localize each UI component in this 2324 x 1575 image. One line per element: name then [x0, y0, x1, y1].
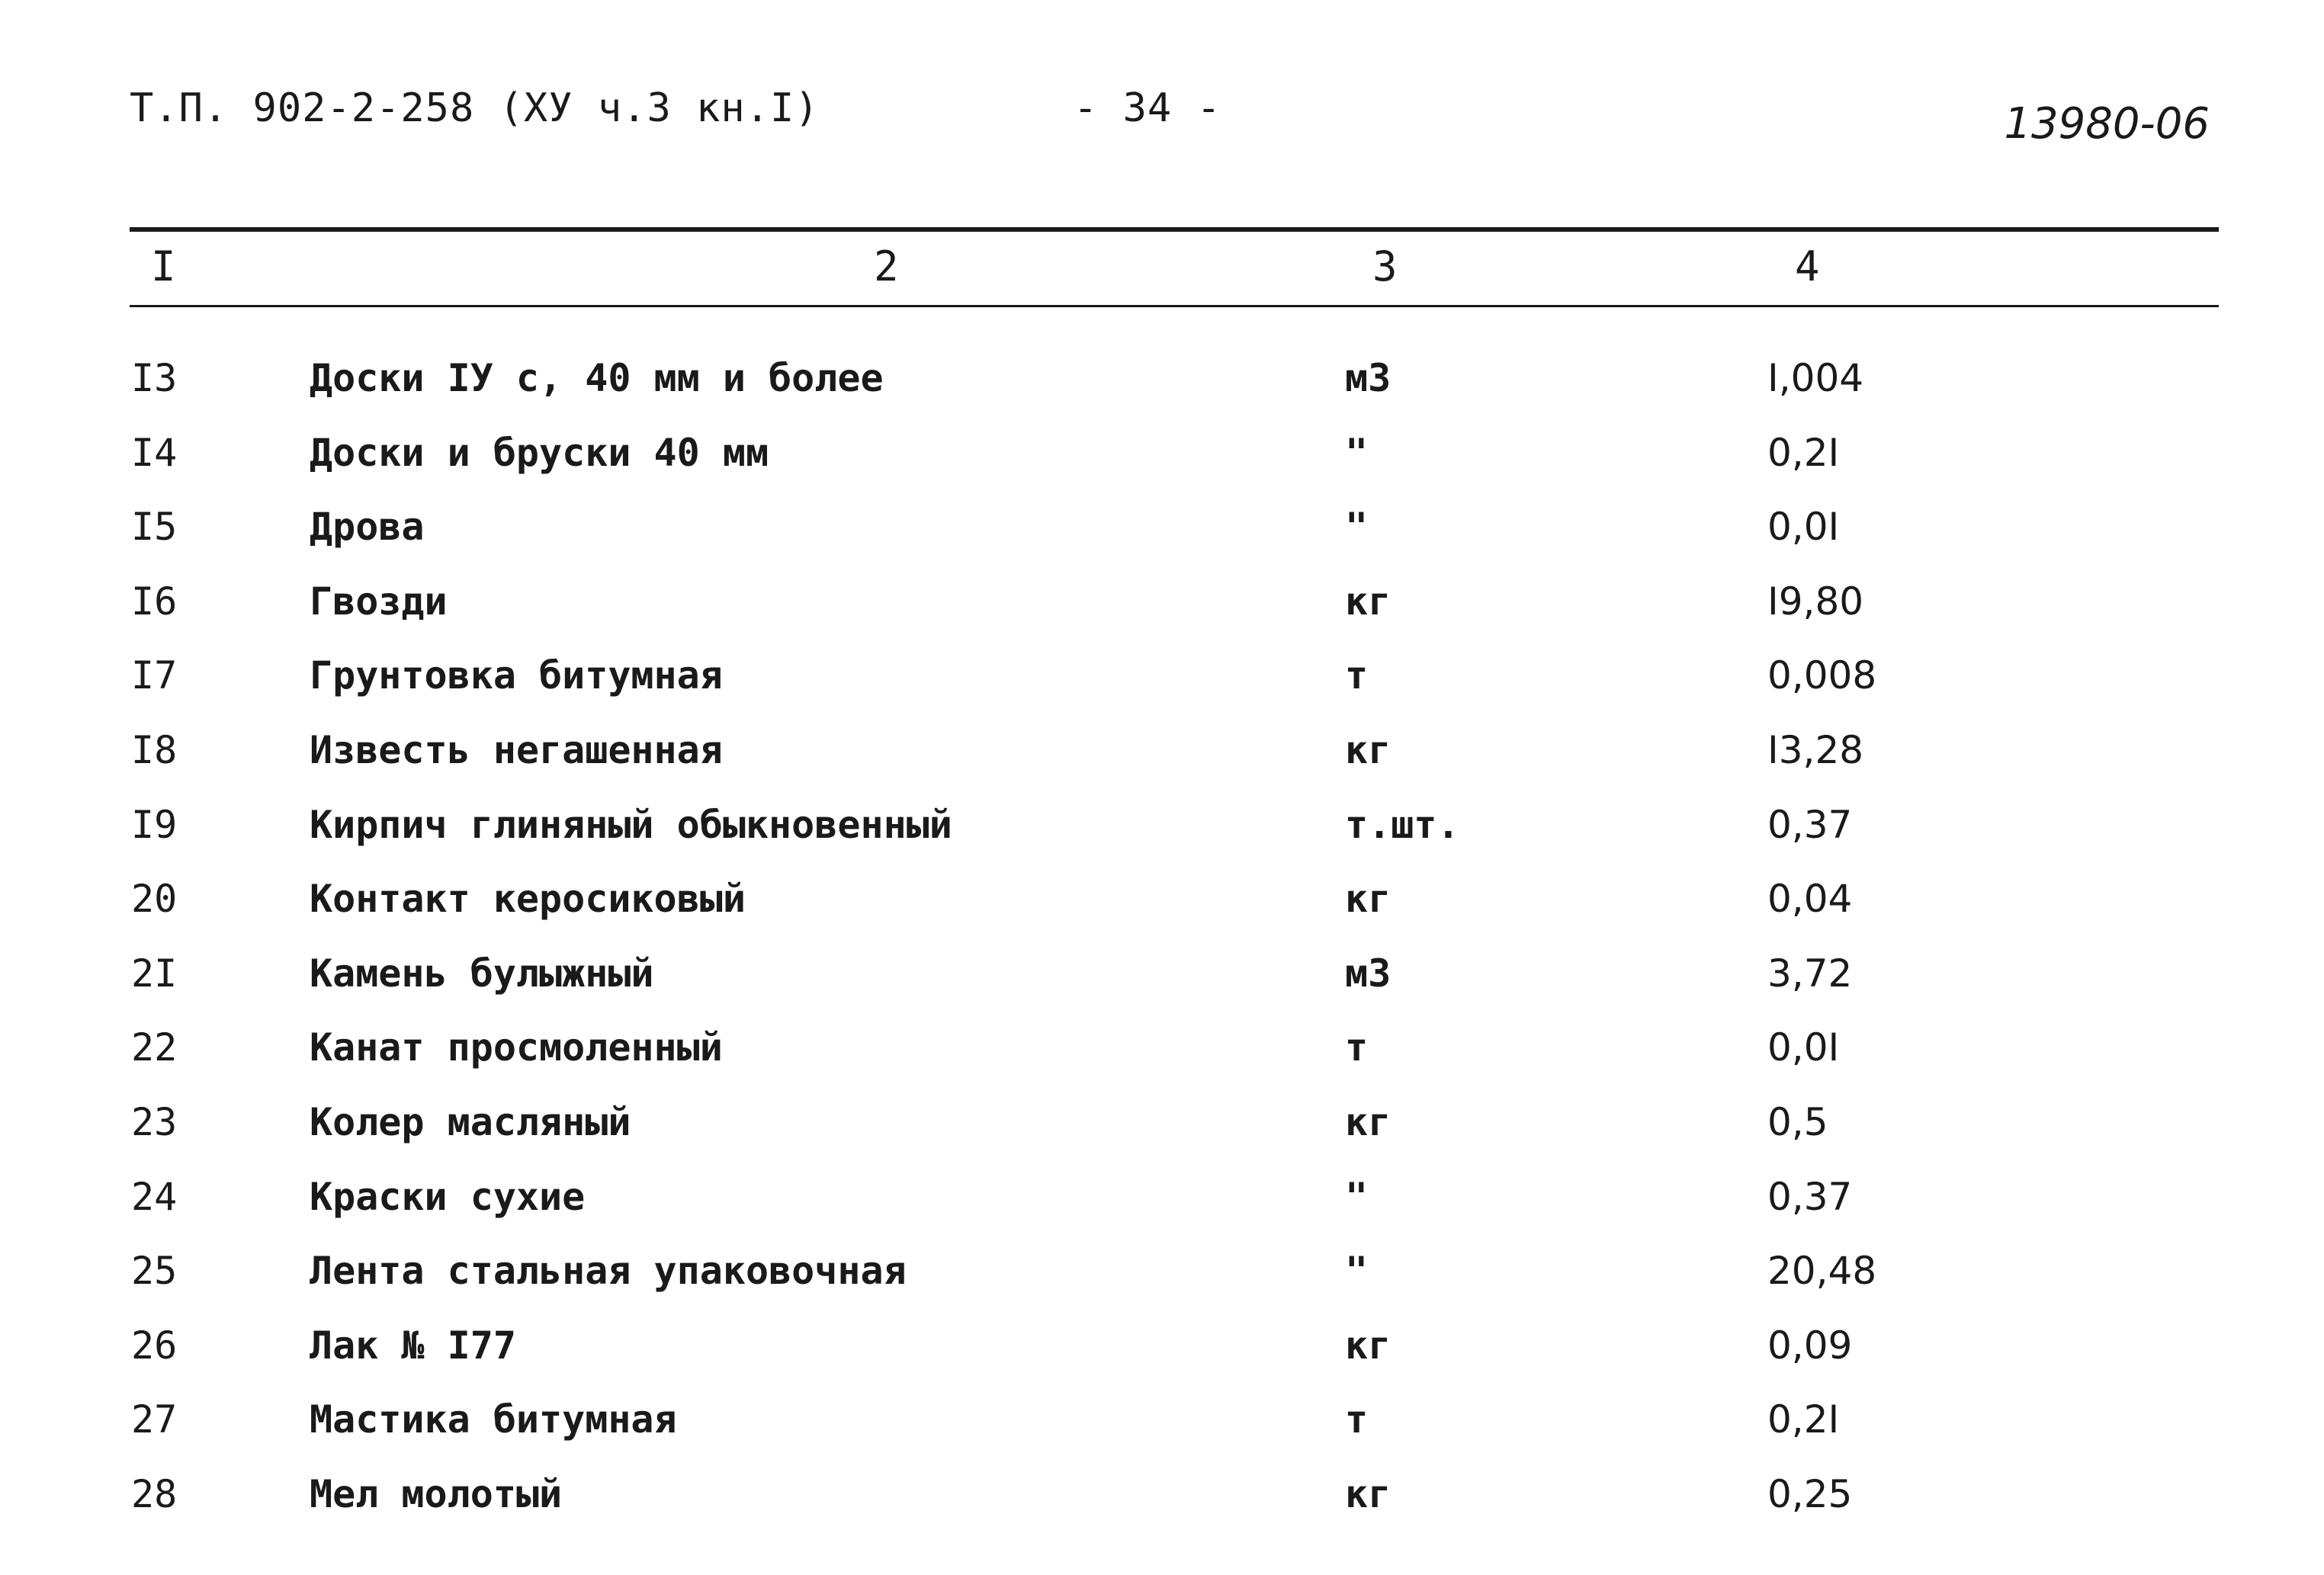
row-number: 26: [131, 1323, 178, 1368]
table-row: [0, 430, 2324, 505]
unit: ": [1345, 1174, 1369, 1219]
material-name: Лента стальная упаковочная: [310, 1249, 907, 1294]
archive-number: 13980-06: [2004, 99, 2210, 149]
material-name: Доски и бруски 40 мм: [310, 430, 769, 475]
column-header-2: 2: [874, 242, 899, 290]
row-number: I7: [131, 653, 178, 698]
row-number: I3: [131, 356, 178, 400]
column-header-1: I: [151, 242, 176, 290]
quantity: 0,5: [1767, 1099, 1828, 1144]
document-code: Т.П. 902-2-258 (ХУ ч.3 кн.I): [130, 85, 820, 131]
quantity: 0,0I: [1767, 1025, 1840, 1070]
material-name: Гвозди: [310, 579, 448, 624]
material-name: Лак № I77: [310, 1323, 516, 1368]
unit: т: [1345, 653, 1369, 698]
unit: ": [1345, 505, 1369, 550]
quantity: 0,09: [1767, 1323, 1853, 1368]
material-name: Контакт керосиковый: [310, 877, 746, 922]
unit: т: [1345, 1025, 1369, 1070]
row-number: 23: [131, 1099, 178, 1144]
table-top-rule: [130, 227, 2219, 232]
table-row: [0, 1323, 2324, 1397]
row-number: 20: [131, 877, 178, 922]
table-row: [0, 876, 2324, 951]
table-row: [0, 802, 2324, 877]
material-name: Грунтовка битумная: [310, 653, 723, 698]
quantity: I9,80: [1767, 579, 1864, 624]
table-body: [0, 355, 2324, 1546]
row-number: 27: [131, 1397, 178, 1442]
table-header-rule: [130, 305, 2219, 307]
unit: кг: [1345, 877, 1392, 922]
table-row: [0, 1099, 2324, 1174]
unit: т.шт.: [1345, 802, 1460, 847]
quantity: 0,2I: [1767, 1397, 1840, 1442]
table-row: [0, 727, 2324, 802]
unit: ": [1345, 430, 1369, 475]
table-row: [0, 1397, 2324, 1471]
page-number: - 34 -: [1074, 85, 1221, 131]
material-name: Канат просмоленный: [310, 1025, 723, 1070]
table-row: [0, 504, 2324, 579]
column-header-4: 4: [1795, 242, 1820, 290]
quantity: I3,28: [1767, 727, 1864, 772]
quantity: I,004: [1767, 356, 1864, 400]
row-number: I5: [131, 505, 178, 550]
material-name: Мастика битумная: [310, 1397, 677, 1442]
row-number: I9: [131, 802, 178, 847]
material-name: Колер масляный: [310, 1099, 631, 1144]
column-header-3: 3: [1372, 242, 1398, 290]
material-name: Мел молотый: [310, 1471, 563, 1516]
unit: м3: [1345, 356, 1392, 400]
quantity: 0,37: [1767, 802, 1853, 847]
material-name: Кирпич глиняный обыкновенный: [310, 802, 952, 847]
row-number: 22: [131, 1025, 178, 1070]
quantity: 0,37: [1767, 1174, 1853, 1219]
quantity: 3,72: [1767, 951, 1853, 996]
table-row: [0, 579, 2324, 653]
unit: ": [1345, 1249, 1369, 1294]
unit: м3: [1345, 951, 1392, 996]
row-number: I6: [131, 579, 178, 624]
quantity: 0,25: [1767, 1471, 1853, 1516]
material-name: Дрова: [310, 505, 425, 550]
table-row: [0, 1025, 2324, 1099]
row-number: 24: [131, 1174, 178, 1219]
row-number: 25: [131, 1249, 178, 1294]
quantity: 0,0I: [1767, 505, 1840, 550]
unit: кг: [1345, 579, 1392, 624]
row-number: 2I: [131, 951, 178, 996]
table-row: [0, 1248, 2324, 1323]
unit: т: [1345, 1397, 1369, 1442]
quantity: 0,008: [1767, 653, 1877, 698]
material-name: Камень булыжный: [310, 951, 654, 996]
table-row: [0, 951, 2324, 1025]
row-number: I8: [131, 727, 178, 772]
material-name: Краски сухие: [310, 1174, 586, 1219]
unit: кг: [1345, 727, 1392, 772]
quantity: 0,04: [1767, 877, 1853, 922]
table-row: [0, 653, 2324, 727]
material-name: Доски IУ с, 40 мм и более: [310, 356, 884, 400]
quantity: 20,48: [1767, 1249, 1877, 1294]
unit: кг: [1345, 1471, 1392, 1516]
table-row: [0, 355, 2324, 430]
unit: кг: [1345, 1323, 1392, 1368]
unit: кг: [1345, 1099, 1392, 1144]
material-name: Известь негашенная: [310, 727, 723, 772]
row-number: 28: [131, 1471, 178, 1516]
table-row: [0, 1174, 2324, 1249]
quantity: 0,2I: [1767, 430, 1840, 475]
row-number: I4: [131, 430, 178, 475]
table-row: [0, 1471, 2324, 1546]
